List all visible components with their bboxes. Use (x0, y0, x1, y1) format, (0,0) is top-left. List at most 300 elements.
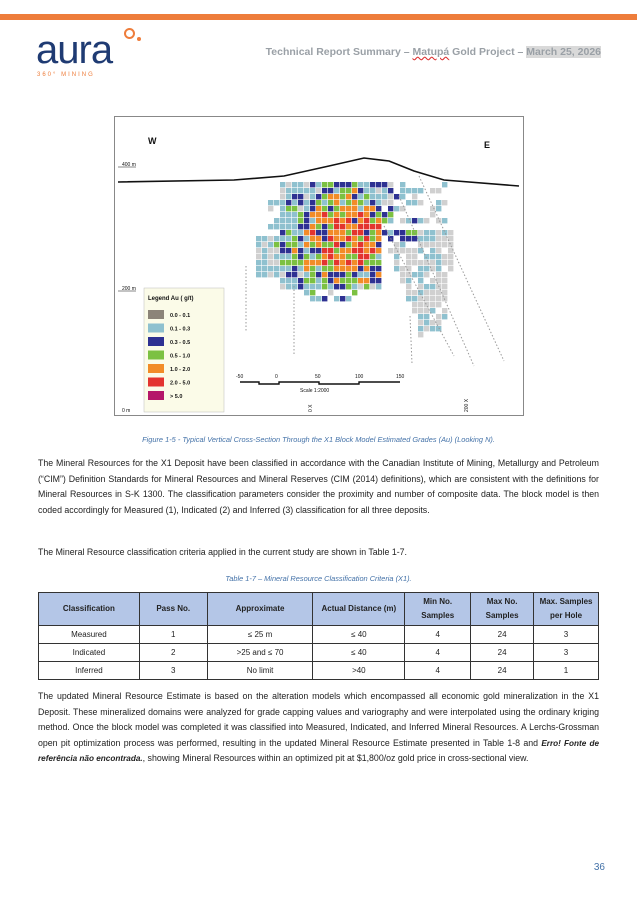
model-block (310, 248, 315, 253)
model-block (298, 260, 303, 265)
model-block (334, 182, 339, 187)
model-block (292, 266, 297, 271)
model-block (424, 266, 429, 271)
model-block (358, 278, 363, 283)
model-block (304, 236, 309, 241)
model-block (304, 194, 309, 199)
model-block (352, 284, 357, 289)
model-block (298, 284, 303, 289)
model-block (364, 272, 369, 277)
model-block (304, 242, 309, 247)
model-block (412, 236, 417, 241)
model-block (364, 278, 369, 283)
model-block (400, 236, 405, 241)
table-cell: Measured (39, 626, 140, 644)
model-block (376, 230, 381, 235)
model-block (388, 206, 393, 211)
scale-tick-label: 50 (315, 374, 321, 380)
model-block (436, 188, 441, 193)
model-block (448, 260, 453, 265)
model-block (298, 272, 303, 277)
model-block (286, 194, 291, 199)
model-block (424, 242, 429, 247)
model-block (346, 296, 351, 301)
model-block (430, 254, 435, 259)
table-cell: Inferred (39, 662, 140, 680)
table-cell: ≤ 40 (313, 644, 405, 662)
model-block (418, 320, 423, 325)
model-block (304, 248, 309, 253)
model-block (286, 212, 291, 217)
legend-label: 0.5 - 1.0 (170, 353, 191, 360)
model-block (436, 248, 441, 253)
resource-text-a: The updated Mineral Resource Estimate is based on the alteration models which encompassed all economic gold mineralization in the X1 Deposit. These mineralized domains were analyzed for grade capping values and variography and were interpolated using the ordinary kriging method. Once the block model was completed it was classified into Measured, Indicated, and Inferred Mineral Resources. A Lerchs-Grossman open pit optimization process was performed, resulting in the updated Mineral Resource Estimate presented in Table 1-8 and (38, 691, 599, 748)
model-block (280, 266, 285, 271)
model-block (328, 236, 333, 241)
model-block (352, 236, 357, 241)
model-block (352, 254, 357, 259)
model-block (310, 284, 315, 289)
model-block (328, 260, 333, 265)
table-cell: 3 (534, 644, 599, 662)
model-block (280, 236, 285, 241)
model-block (334, 278, 339, 283)
model-block (442, 200, 447, 205)
model-block (298, 230, 303, 235)
model-block (424, 326, 429, 331)
model-block (334, 230, 339, 235)
model-block (280, 242, 285, 247)
model-block (352, 260, 357, 265)
model-block (412, 260, 417, 265)
model-block (286, 284, 291, 289)
header-title-project: Matupá (412, 46, 450, 58)
model-block (406, 260, 411, 265)
table-cell: ≤ 40 (313, 626, 405, 644)
model-block (328, 188, 333, 193)
model-block (304, 284, 309, 289)
model-block (364, 212, 369, 217)
legend-label: 0.0 - 0.1 (170, 313, 191, 319)
table-cell: 1 (139, 626, 207, 644)
model-block (418, 284, 423, 289)
model-block (442, 242, 447, 247)
model-block (316, 194, 321, 199)
model-block (304, 200, 309, 205)
model-block (352, 194, 357, 199)
model-block (424, 296, 429, 301)
model-block (280, 218, 285, 223)
model-block (412, 302, 417, 307)
model-block (442, 218, 447, 223)
col-max-samples: Max No. Samples (471, 593, 534, 626)
model-block (412, 218, 417, 223)
model-block (358, 200, 363, 205)
model-block (340, 272, 345, 277)
model-block (340, 188, 345, 193)
model-block (430, 242, 435, 247)
classification-table (38, 592, 599, 680)
model-block (274, 272, 279, 277)
model-block (364, 254, 369, 259)
model-block (448, 254, 453, 259)
cross-section-image (114, 116, 524, 416)
model-block (310, 200, 315, 205)
model-block (328, 206, 333, 211)
model-block (382, 188, 387, 193)
model-block (358, 236, 363, 241)
elevation-0: 0 m (122, 408, 131, 414)
model-block (328, 194, 333, 199)
model-block (292, 230, 297, 235)
model-block (370, 284, 375, 289)
model-block (322, 296, 327, 301)
model-block (304, 272, 309, 277)
model-block (382, 230, 387, 235)
model-block (274, 236, 279, 241)
model-block (340, 218, 345, 223)
table-cell: No limit (207, 662, 313, 680)
model-block (430, 260, 435, 265)
model-block (358, 224, 363, 229)
model-block (418, 308, 423, 313)
model-block (388, 248, 393, 253)
header-title-date: March 25, 2026 (526, 46, 601, 58)
model-block (340, 236, 345, 241)
model-block (304, 188, 309, 193)
model-block (322, 260, 327, 265)
paragraph-criteria: The Mineral Resource classification criteria applied in the current study are shown in Table 1-7. (38, 547, 408, 557)
model-block (424, 314, 429, 319)
table-cell: 24 (471, 644, 534, 662)
model-block (430, 278, 435, 283)
model-block (322, 284, 327, 289)
legend-swatch (148, 310, 164, 319)
model-block (292, 188, 297, 193)
model-block (334, 260, 339, 265)
model-block (322, 236, 327, 241)
company-logo (36, 26, 156, 82)
model-block (316, 266, 321, 271)
model-block (274, 218, 279, 223)
model-block (442, 284, 447, 289)
table-header-row (39, 593, 599, 626)
model-block (298, 182, 303, 187)
model-block (310, 182, 315, 187)
model-block (292, 212, 297, 217)
model-block (340, 212, 345, 217)
model-block (376, 236, 381, 241)
model-block (340, 266, 345, 271)
model-block (346, 194, 351, 199)
model-block (370, 188, 375, 193)
model-block (436, 206, 441, 211)
model-block (334, 296, 339, 301)
model-block (292, 218, 297, 223)
model-block (394, 230, 399, 235)
model-block (406, 236, 411, 241)
model-block (334, 206, 339, 211)
model-block (310, 236, 315, 241)
model-block (340, 230, 345, 235)
model-block (298, 200, 303, 205)
model-block (436, 326, 441, 331)
model-block (310, 188, 315, 193)
model-block (424, 230, 429, 235)
model-block (340, 296, 345, 301)
model-block (334, 254, 339, 259)
model-block (340, 278, 345, 283)
model-block (298, 206, 303, 211)
model-block (430, 296, 435, 301)
model-block (280, 284, 285, 289)
legend-label: 0.1 - 0.3 (170, 326, 191, 333)
model-block (388, 212, 393, 217)
legend-label: 1.0 - 2.0 (170, 367, 191, 373)
model-block (376, 260, 381, 265)
model-block (370, 272, 375, 277)
scale-tick-label: 0 (275, 374, 278, 380)
col-min-samples: Min No. Samples (405, 593, 471, 626)
model-block (424, 284, 429, 289)
model-block (292, 206, 297, 211)
model-block (298, 188, 303, 193)
model-block (364, 242, 369, 247)
cross-section-figure (114, 116, 524, 416)
model-block (316, 230, 321, 235)
model-block (418, 302, 423, 307)
model-block (322, 272, 327, 277)
model-block (364, 224, 369, 229)
model-block (328, 284, 333, 289)
model-block (364, 206, 369, 211)
model-block (352, 182, 357, 187)
legend-label: > 5.0 (170, 394, 183, 400)
model-block (424, 320, 429, 325)
model-block (376, 182, 381, 187)
model-block (448, 230, 453, 235)
model-block (292, 224, 297, 229)
model-block (370, 218, 375, 223)
model-block (376, 284, 381, 289)
model-block (298, 236, 303, 241)
model-block (322, 242, 327, 247)
legend-swatch (148, 351, 164, 360)
model-block (328, 230, 333, 235)
model-block (400, 272, 405, 277)
model-block (430, 320, 435, 325)
model-block (418, 332, 423, 337)
table-cell: >25 and ≤ 70 (207, 644, 313, 662)
model-block (280, 224, 285, 229)
model-block (262, 254, 267, 259)
model-block (262, 242, 267, 247)
model-block (262, 236, 267, 241)
model-block (322, 188, 327, 193)
model-block (376, 242, 381, 247)
model-block (346, 218, 351, 223)
model-block (436, 320, 441, 325)
model-block (292, 272, 297, 277)
table-row (39, 662, 599, 680)
model-block (442, 314, 447, 319)
model-block (352, 272, 357, 277)
model-block (292, 242, 297, 247)
model-block (262, 260, 267, 265)
col-pass-no: Pass No. (139, 593, 207, 626)
model-block (364, 248, 369, 253)
model-block (334, 236, 339, 241)
model-block (340, 200, 345, 205)
scale-tick-label: 150 (396, 374, 405, 380)
legend-swatch (148, 378, 164, 387)
model-block (370, 194, 375, 199)
model-block (370, 200, 375, 205)
model-block (274, 224, 279, 229)
model-block (268, 200, 273, 205)
model-block (322, 200, 327, 205)
table-row (39, 626, 599, 644)
model-block (322, 212, 327, 217)
model-block (274, 254, 279, 259)
elevation-200: 200 m (122, 286, 136, 292)
model-block (340, 206, 345, 211)
model-block (340, 182, 345, 187)
model-block (268, 248, 273, 253)
model-block (310, 218, 315, 223)
model-block (346, 260, 351, 265)
model-block (352, 188, 357, 193)
model-block (424, 302, 429, 307)
model-block (400, 230, 405, 235)
model-block (442, 290, 447, 295)
model-block (394, 266, 399, 271)
model-block (370, 212, 375, 217)
model-block (262, 272, 267, 277)
model-block (346, 266, 351, 271)
model-block (418, 230, 423, 235)
model-block (334, 284, 339, 289)
model-block (436, 272, 441, 277)
model-block (442, 272, 447, 277)
model-block (334, 188, 339, 193)
model-block (280, 212, 285, 217)
model-block (328, 182, 333, 187)
model-block (358, 266, 363, 271)
model-block (316, 284, 321, 289)
model-block (334, 194, 339, 199)
model-block (298, 218, 303, 223)
model-block (376, 278, 381, 283)
model-block (316, 254, 321, 259)
model-block (424, 236, 429, 241)
model-block (352, 200, 357, 205)
model-block (346, 200, 351, 205)
model-block (376, 248, 381, 253)
model-block (352, 212, 357, 217)
model-block (376, 212, 381, 217)
model-block (262, 248, 267, 253)
model-block (436, 242, 441, 247)
table-cell: 3 (139, 662, 207, 680)
model-block (382, 212, 387, 217)
model-block (436, 260, 441, 265)
model-block (322, 194, 327, 199)
model-block (298, 212, 303, 217)
model-block (406, 200, 411, 205)
table-cell: 1 (534, 662, 599, 680)
model-block (382, 200, 387, 205)
model-block (346, 248, 351, 253)
model-block (436, 278, 441, 283)
model-block (424, 260, 429, 265)
legend-swatch (148, 391, 164, 400)
col-classification: Classification (39, 593, 140, 626)
col-approximate: Approximate (207, 593, 313, 626)
legend-title: Legend Au ( g/t) (148, 296, 194, 302)
model-block (286, 242, 291, 247)
model-block (292, 278, 297, 283)
model-block (442, 260, 447, 265)
model-block (370, 230, 375, 235)
model-block (334, 242, 339, 247)
model-block (430, 236, 435, 241)
model-block (358, 194, 363, 199)
table-cell: 3 (534, 626, 599, 644)
table-caption: Table 1-7 – Mineral Resource Classification Criteria (X1). (225, 574, 412, 583)
model-block (286, 224, 291, 229)
model-block (400, 266, 405, 271)
model-block (346, 230, 351, 235)
model-block (310, 206, 315, 211)
model-block (280, 254, 285, 259)
model-block (316, 224, 321, 229)
legend-swatch (148, 364, 164, 373)
model-block (280, 182, 285, 187)
model-block (412, 308, 417, 313)
model-block (352, 248, 357, 253)
model-block (328, 272, 333, 277)
report-header-title (266, 46, 601, 58)
model-block (418, 326, 423, 331)
model-block (388, 200, 393, 205)
table-cell: 4 (405, 626, 471, 644)
model-block (436, 266, 441, 271)
model-block (352, 290, 357, 295)
model-block (310, 230, 315, 235)
model-block (286, 254, 291, 259)
model-block (406, 278, 411, 283)
model-block (388, 188, 393, 193)
model-block (424, 272, 429, 277)
model-block (394, 254, 399, 259)
model-block (280, 200, 285, 205)
model-block (358, 212, 363, 217)
model-block (328, 290, 333, 295)
model-block (310, 194, 315, 199)
table-cell: 24 (471, 662, 534, 680)
model-block (430, 326, 435, 331)
model-block (370, 224, 375, 229)
model-block (304, 224, 309, 229)
table-cell: 4 (405, 662, 471, 680)
model-block (430, 266, 435, 271)
scale-label: Scale 1:2000 (300, 388, 330, 394)
model-block (310, 254, 315, 259)
model-block (292, 248, 297, 253)
model-block (310, 290, 315, 295)
model-block (262, 266, 267, 271)
